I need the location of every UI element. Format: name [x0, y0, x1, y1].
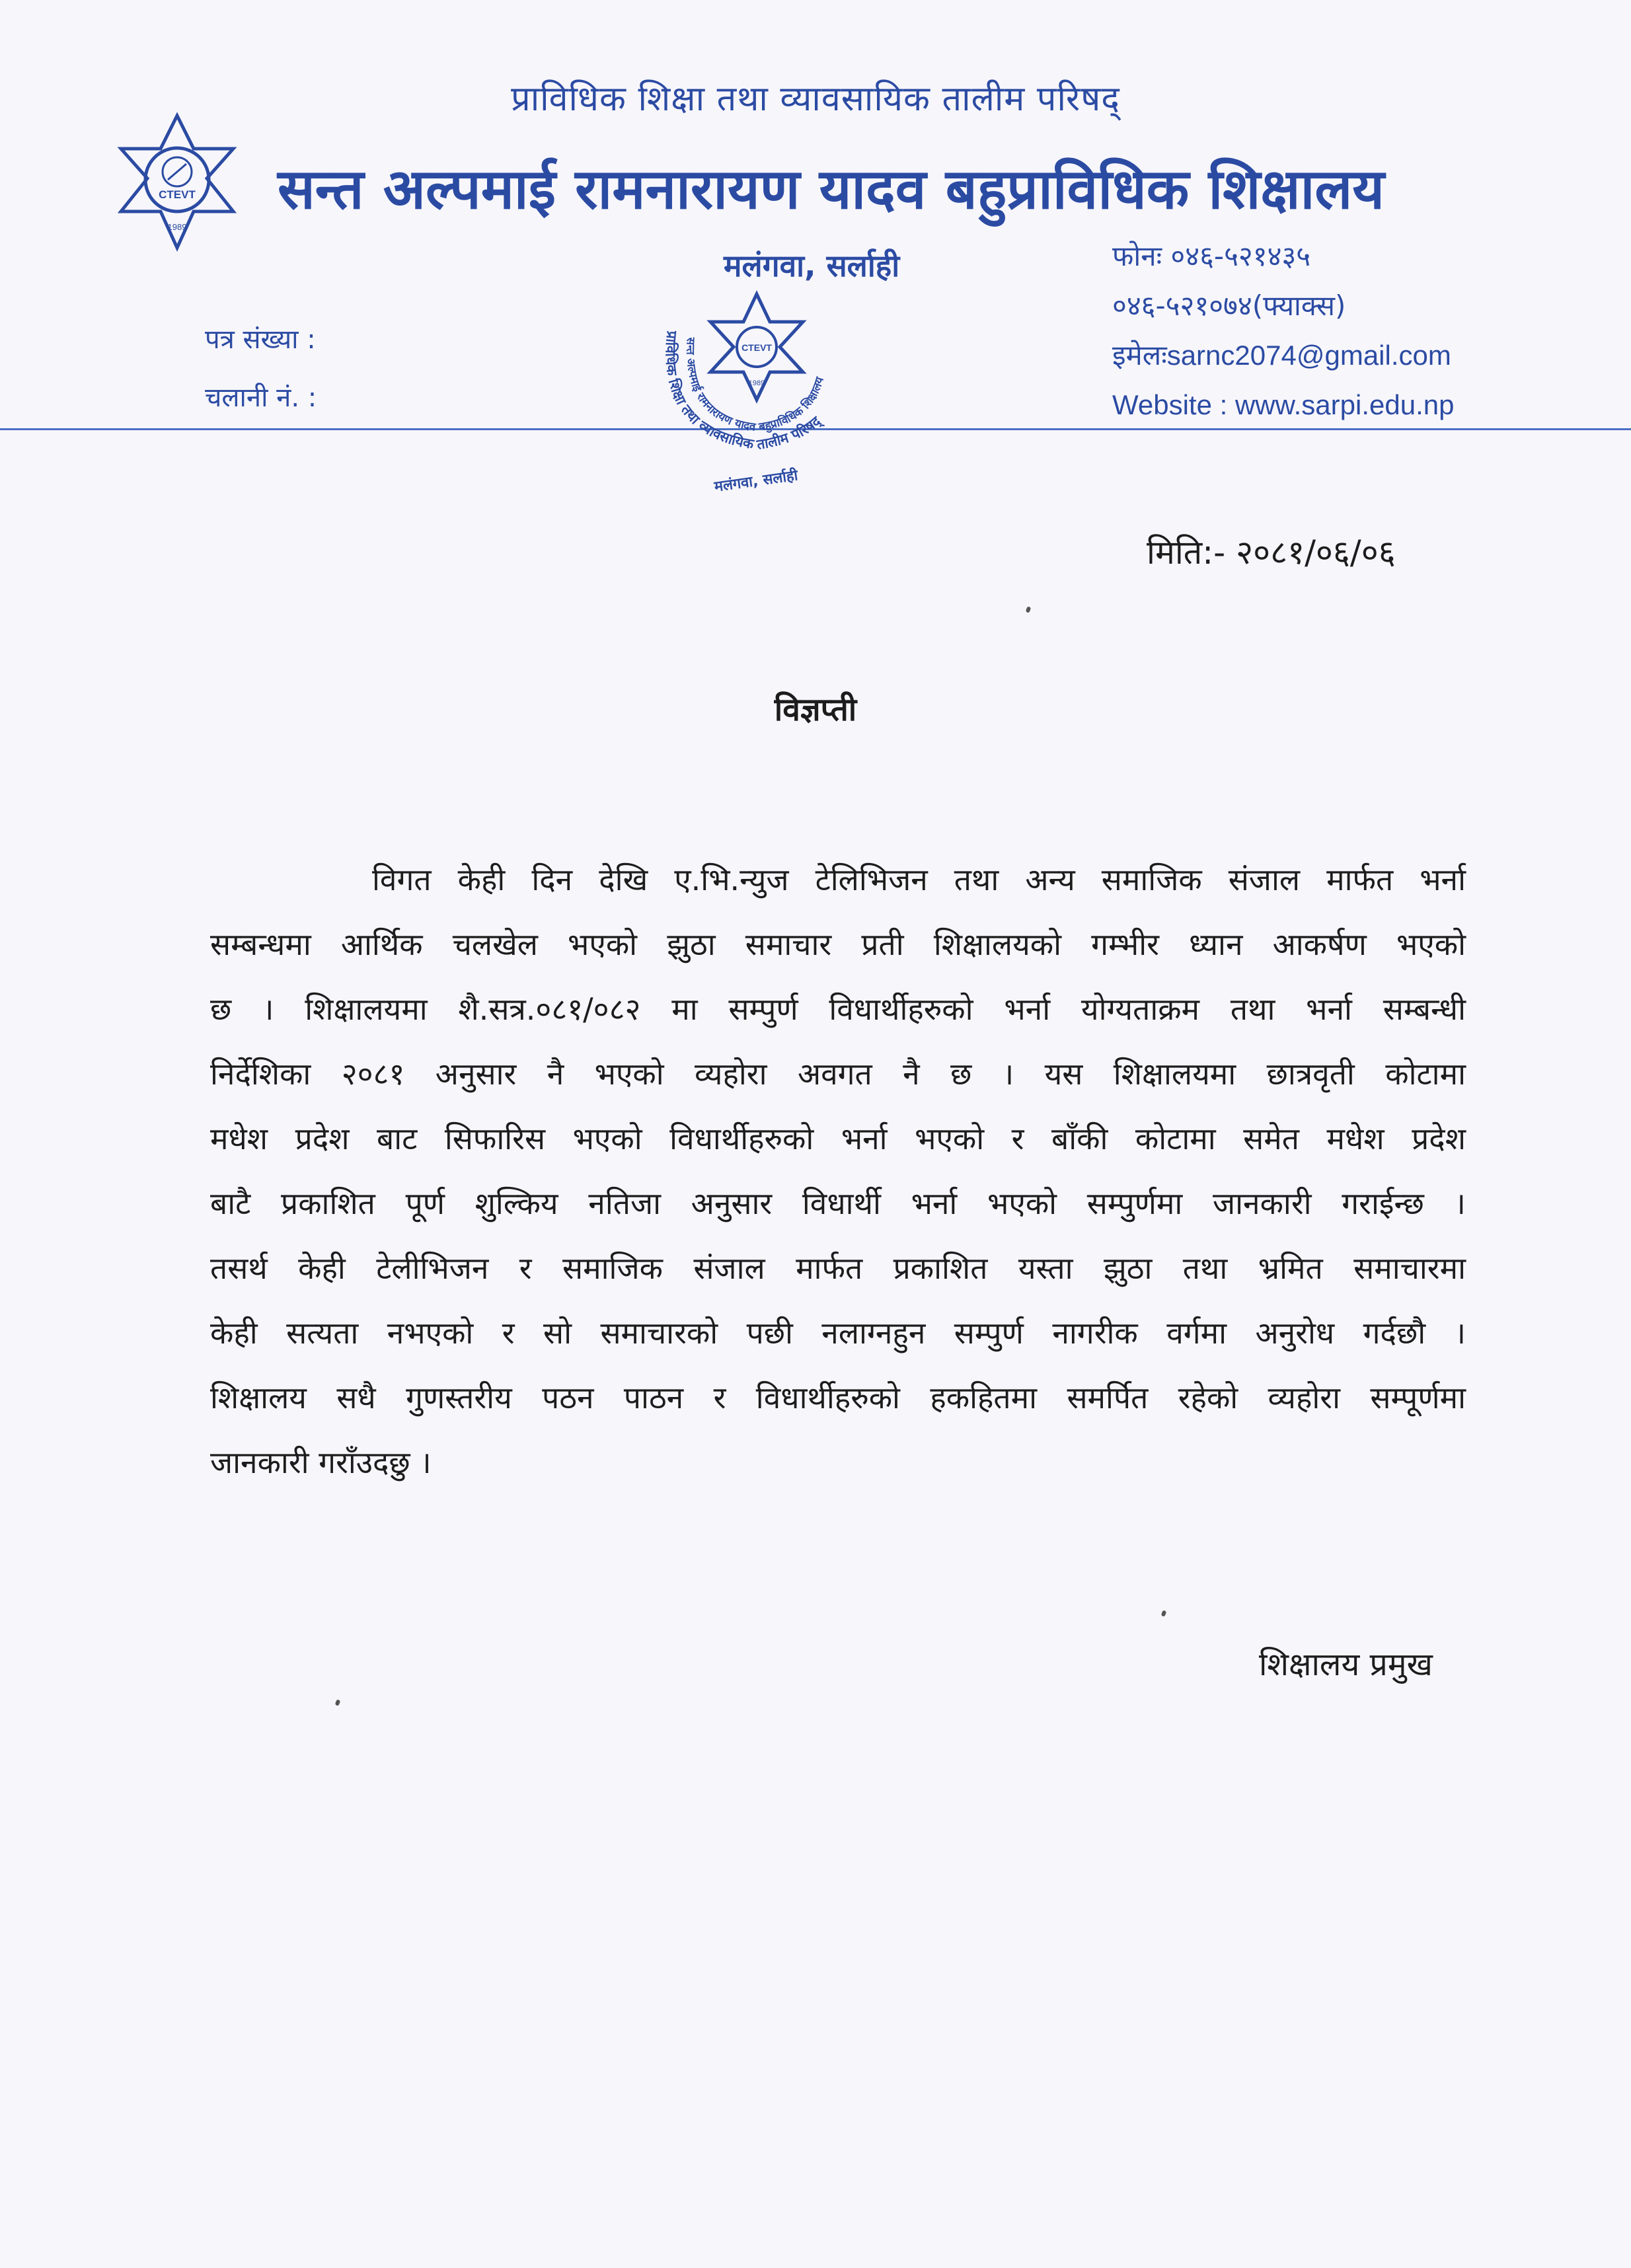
body-line: छ । शिक्षालयमा शै.सत्र.०८१/०८२ मा सम्पुर्ण विधार्थीहरुको भर्ना योग्यताक्रम तथा भर्ना सम्बन्धी: [210, 991, 1466, 1027]
svg-text:CTEVT: CTEVT: [159, 188, 196, 201]
email[interactable]: इमेलःsarnc2074@gmail.com: [1112, 340, 1451, 371]
institute-name: सन्त अल्पमाई रामनारायण यादव बहुप्राविधिक शिक्षालय: [278, 157, 1385, 221]
stamp-logo-text: CTEVT: [741, 342, 772, 353]
stamp-inner-text: सन्त अल्पमाई रामनारायण यादव बहुप्राविधिक शिक्षालय: [683, 337, 827, 435]
stamp-year: 1989: [748, 379, 765, 387]
body-line: तसर्थ केही टेलीभिजन र समाजिक संजाल मार्फत प्रकाशित यस्ता झुठा तथा भ्रमित समाचारमा: [210, 1250, 1466, 1286]
location: मलंगवा, सर्लाही: [724, 248, 900, 284]
body-line: सम्बन्धमा आर्थिक चलखेल भएको झुठा समाचार प्रती शिक्षालयको गम्भीर ध्यान आकर्षण भएको: [210, 926, 1466, 962]
phone: फोनः ०४६-५२१४३५: [1112, 240, 1311, 272]
body-line: शिक्षालय सधै गुणस्तरीय पठन पाठन र विधार्थीहरुको हकहितमा समर्पित रहेको व्यहोरा सम्पूर्णमा: [210, 1380, 1466, 1416]
date: मिति:- २०८१/०६/०६: [1147, 533, 1396, 572]
stamp-outer-text: प्राविधिक शिक्षा तथा व्यावसायिक तालीम परिषद्: [662, 330, 824, 453]
scan-speck: [1026, 606, 1032, 613]
body-line: विगत केही दिन देखि ए.भि.न्युज टेलिभिजन तथा अन्य समाजिक संजाल मार्फत भर्ना: [372, 862, 1466, 897]
notice-title: विज्ञप्ती: [774, 691, 857, 728]
body-line: मधेश प्रदेश बाट सिफारिस भएको विधार्थीहरुको भर्ना भएको र बाँकी कोटामा समेत मधेश प्रदेश: [210, 1121, 1466, 1156]
website[interactable]: Website : www.sarpi.edu.np: [1112, 389, 1455, 420]
ref-number-label: पत्र संख्या :: [205, 324, 316, 355]
body-line: बाटै प्रकाशित पूर्ण शुल्किय नतिजा अनुसार विधार्थी भर्ना भएको सम्पुर्णमा जानकारी गराईन्छ ।: [210, 1186, 1466, 1221]
body-line: जानकारी गराँउदछु ।: [210, 1445, 432, 1480]
stamp-bottom-text: मलंगवा, सर्लाही: [713, 467, 799, 496]
official-stamp: [641, 284, 886, 502]
contact-block: [1112, 231, 1454, 430]
svg-text:1989: 1989: [167, 222, 187, 232]
notice-body: [210, 847, 1466, 1495]
scan-speck: [335, 1699, 341, 1706]
body-line: निर्देशिका २०८१ अनुसार नै भएको व्यहोरा अवगत नै छ । यस शिक्षालयमा छात्रवृती कोटामा: [210, 1056, 1466, 1092]
council-name: प्राविधिक शिक्षा तथा व्यावसायिक तालीम परिषद्: [511, 79, 1120, 119]
ctevt-logo: [111, 112, 243, 254]
signature: शिक्षालय प्रमुख: [1259, 1646, 1433, 1683]
reference-block: [205, 311, 317, 427]
fax: ०४६-५२१०७४(फ्याक्स): [1112, 289, 1346, 322]
body-line: केही सत्यता नभएको र सो समाचारको पछी नलाग्नहुन सम्पुर्ण नागरीक वर्गमा अनुरोध गर्दछौ ।: [210, 1315, 1466, 1351]
scan-speck: [1161, 1610, 1167, 1617]
dispatch-number-label: चलानी नं. :: [205, 383, 317, 413]
